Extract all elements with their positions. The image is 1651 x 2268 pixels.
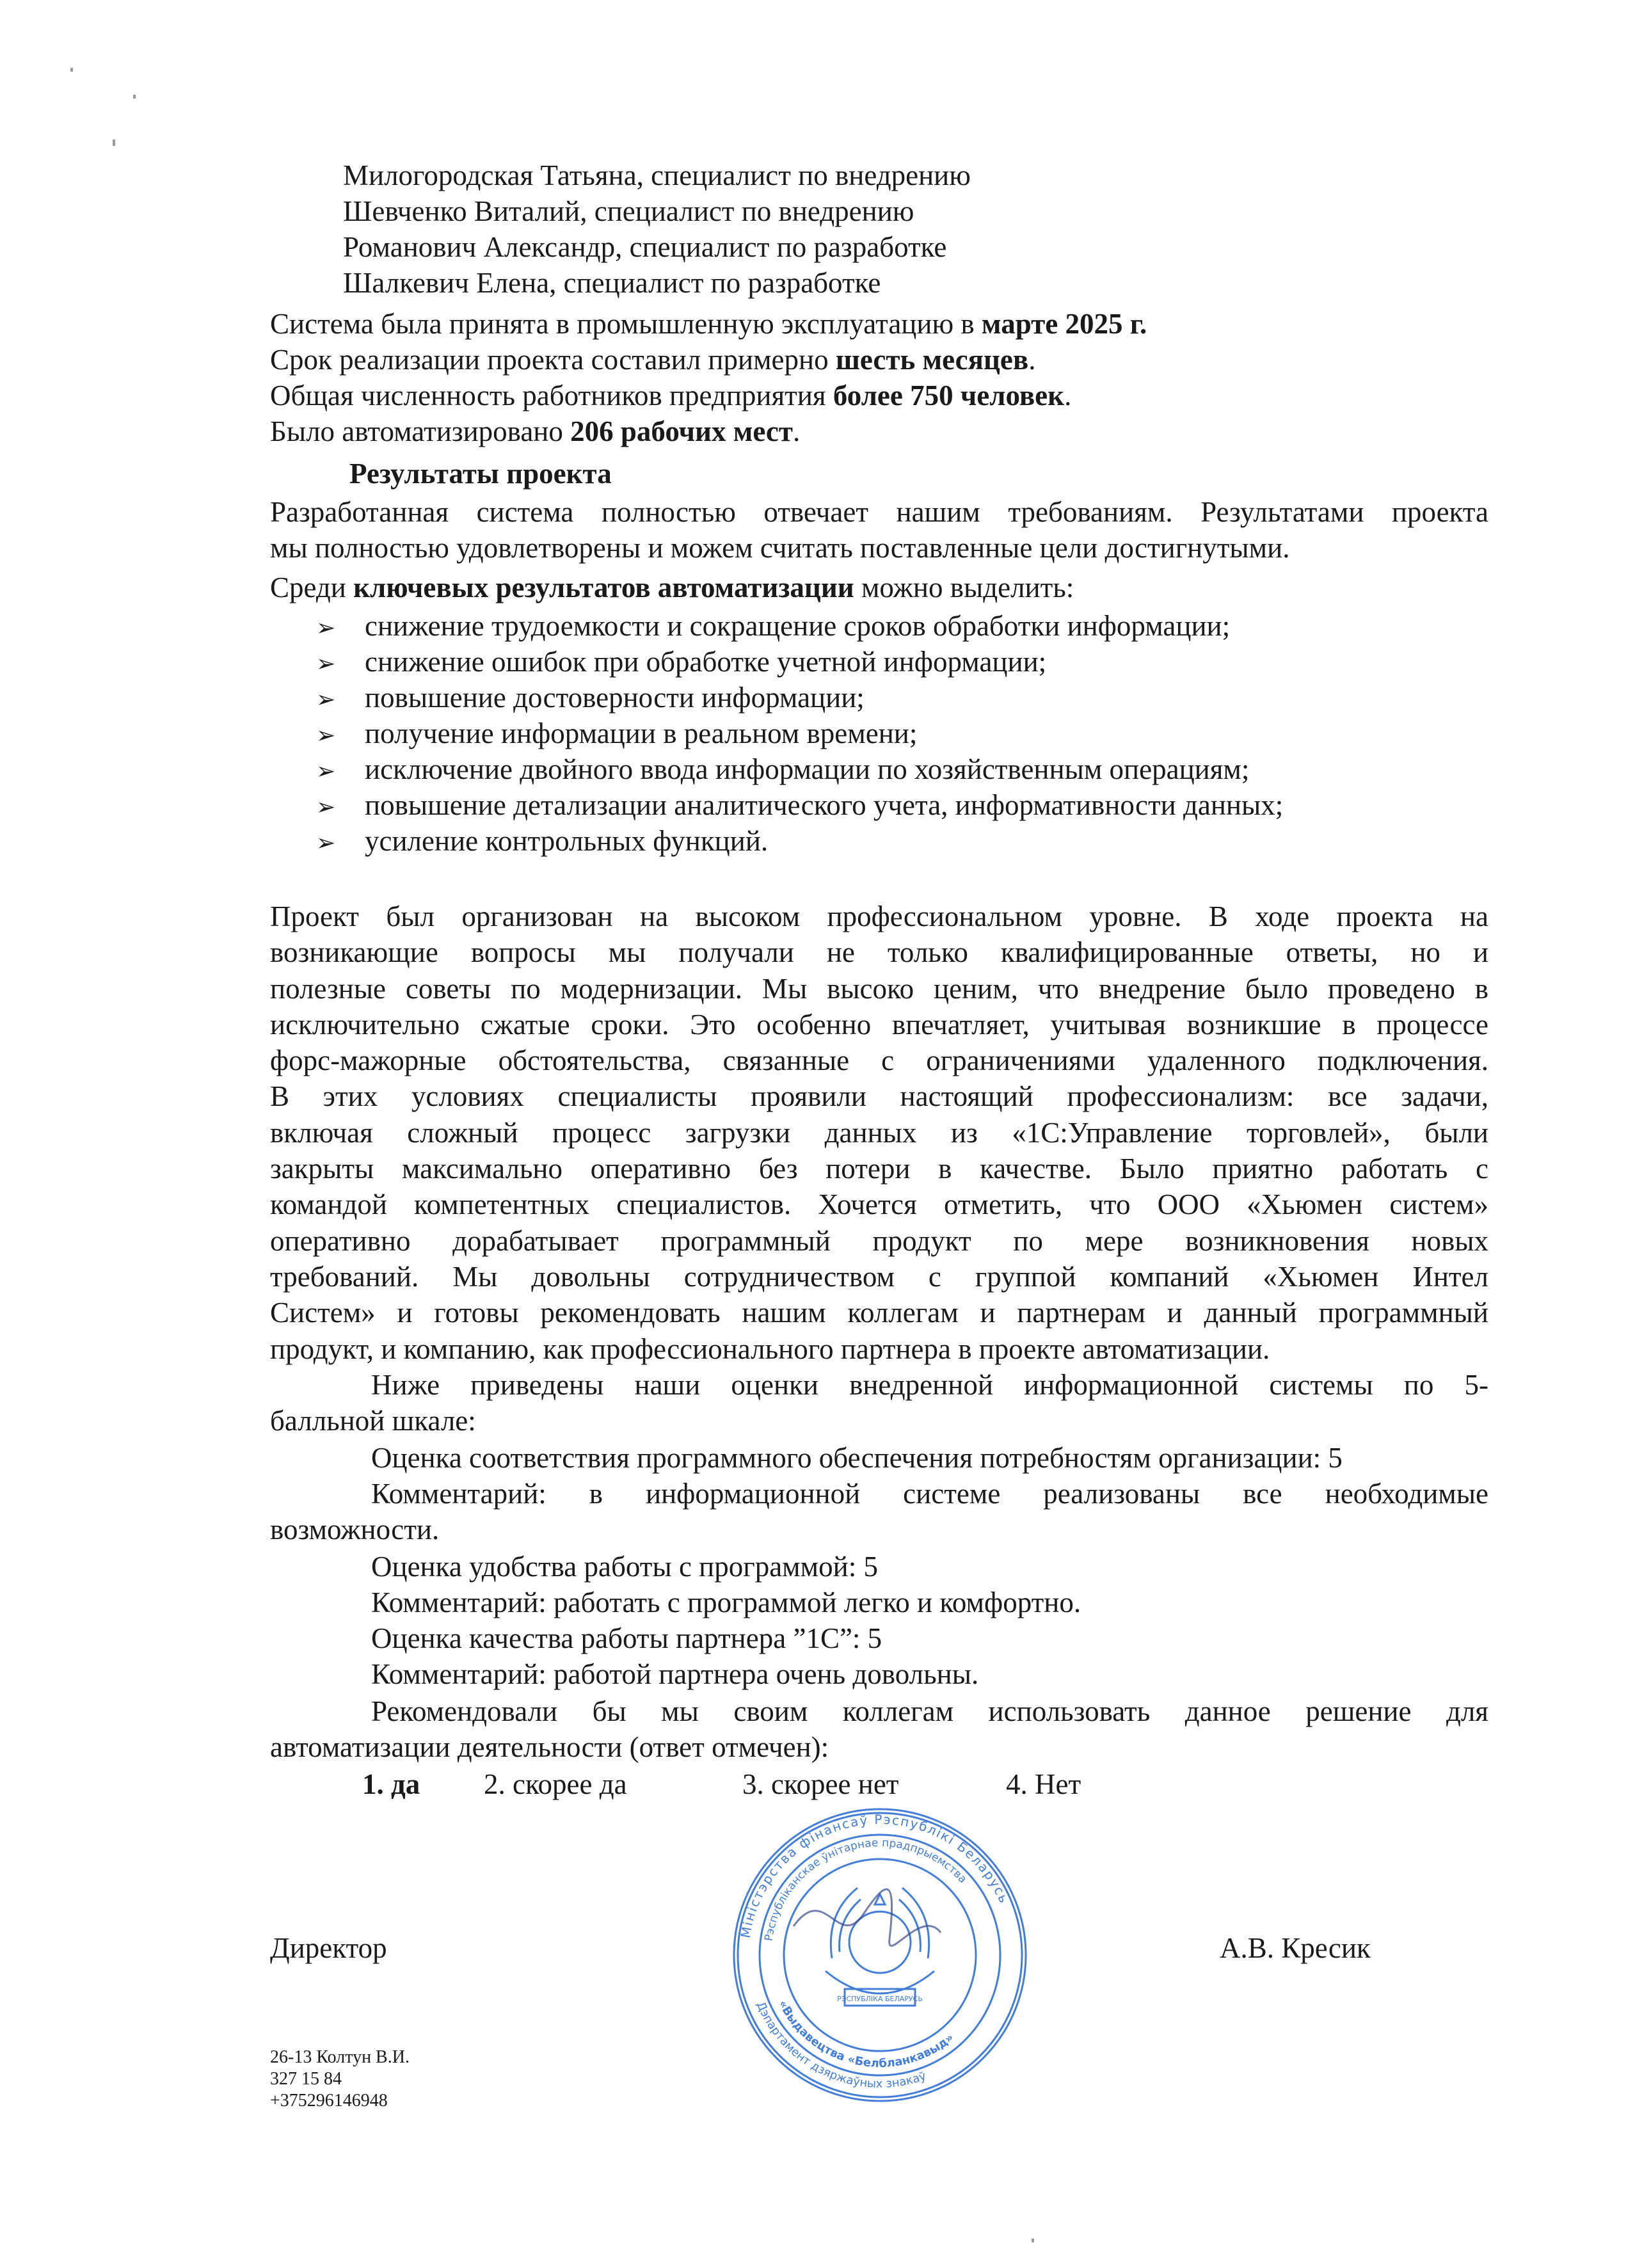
rating-comment: Комментарий: в информационной системе реализованы все необходимые возможности. <box>270 1478 1488 1546</box>
fact-line: Общая численность работников предприятия более 750 человек. <box>270 379 1072 411</box>
scan-speck <box>113 140 115 146</box>
arrowhead-bullet-icon: ➢ <box>316 651 336 677</box>
rating-intro: Ниже приведены наши оценки внедренной информационной системы по 5- балльной шкале: <box>270 1369 1488 1437</box>
fact-line: Система была принята в промышленную эксплуатацию в марте 2025 г. <box>270 308 1147 340</box>
arrowhead-bullet-icon: ➢ <box>316 615 336 641</box>
team-member: Милогородская Татьяна, специалист по внедрению <box>343 159 971 191</box>
rating-line: Оценка качества работы партнера ”1С”: 5 <box>371 1622 882 1654</box>
team-member: Романович Александр, специалист по разработке <box>343 231 947 263</box>
rating-comment: Комментарий: работой партнера очень довольны. <box>371 1658 979 1690</box>
scan-speck <box>133 95 136 99</box>
footer-mobile: +375296146948 <box>270 2091 388 2111</box>
rating-line: Оценка соответствия программного обеспечения потребностям организации: 5 <box>371 1442 1343 1474</box>
footer-phone: 327 15 84 <box>270 2069 342 2089</box>
list-item: ➢ повышение детализации аналитического учета, информативности данных; <box>316 787 1283 826</box>
answer-option-selected: 1. да <box>362 1768 420 1800</box>
list-item: ➢ усиление контрольных функций. <box>316 823 768 861</box>
recommend-question: Рекомендовали бы мы своим коллегам использовать данное решение для автоматизации деятельности (ответ отмечен): <box>270 1695 1488 1764</box>
stamp-outer-text: Міністэрства фінансаў Рэспублікі Беларусь <box>737 1811 1012 1940</box>
official-stamp-seal <box>730 1805 1030 2105</box>
results-intro: Разработанная система полностью отвечает нашим требованиям. Результатами проекта мы полностью удовлетворены и можем считать поставленные цели достигнутыми. <box>270 496 1488 564</box>
signatory-position: Директор <box>270 1932 387 1964</box>
stamp-bottom-text: Дэпартамент дзяржаўных знакаў <box>753 1999 929 2091</box>
list-item: ➢ снижение ошибок при обработке учетной информации; <box>316 644 1046 682</box>
rating-comment: Комментарий: работать с программой легко и комфортно. <box>371 1586 1081 1618</box>
scan-speck <box>70 68 73 72</box>
stamp-inner-text: Рэспубліканскае ўнітарнае прадпрыемства <box>762 1836 969 1942</box>
arrowhead-bullet-icon: ➢ <box>316 687 336 713</box>
fact-line: Срок реализации проекта составил примерно шесть месяцев. <box>270 344 1036 376</box>
footer-executor: 26-13 Колтун В.И. <box>270 2047 410 2067</box>
handwritten-signature <box>794 1889 941 1945</box>
list-item: ➢ повышение достоверности информации; <box>316 680 865 718</box>
list-item: ➢ исключение двойного ввода информации по хозяйственным операциям; <box>316 751 1249 790</box>
svg-text:Дэпартамент дзяржаўных знакаў <box>754 2000 928 2091</box>
scan-speck <box>1032 2239 1034 2242</box>
stamp-ribbon-text: РЭСПУБЛІКА БЕЛАРУСЬ <box>837 1995 923 2003</box>
list-item: ➢ получение информации в реальном времени; <box>316 715 917 754</box>
answer-option: 4. Нет <box>1006 1768 1081 1800</box>
section-heading: Результаты проекта <box>349 458 612 490</box>
team-member: Шалкевич Елена, специалист по разработке <box>343 267 881 299</box>
key-results-line: Среди ключевых результатов автоматизации можно выделить: <box>270 571 1074 603</box>
answer-option: 3. скорее нет <box>742 1768 899 1800</box>
stamp-lower-text: «Выдавецтва «Белбланкавыд» <box>776 1998 957 2071</box>
answer-option: 2. скорее да <box>484 1768 627 1800</box>
fact-line: Было автоматизировано 206 рабочих мест. <box>270 415 801 447</box>
list-item: ➢ снижение трудоемкости и сокращение сроков обработки информации; <box>316 608 1230 646</box>
arrowhead-bullet-icon: ➢ <box>316 794 336 820</box>
main-paragraph: Проект был организован на высоком профессиональном уровне. В ходе проекта на возникающие вопросы мы получали не только квалифицированные ответы, но и полезные советы по модернизации. Мы высоко ценим, что внедрение было проведено в исключительно сжатые сроки. Это особенно впечатляет, учитывая возникшие в процессе форс-мажорные обстоятельства, связанные с ограничениями удаленного подключения. В этих условиях специалисты проявили настоящий профессионализм: все задачи, включая сложный процесс загрузки данных из «1С:Управление торговлей», были закрыты максимально оперативно без потери в качестве. Было приятно работать с командой компетентных специалистов. Хочется отметить, что ООО «Хьюмен систем» оперативно дорабатывает программный продукт по мере возникновения новых требований. Мы довольны сотрудничеством с группой компаний «Хьюмен Интел Систем» и готовы рекомендовать нашим коллегам и партнерам и данный программный продукт, и компанию, как профессионального партнера в проекте автоматизации. <box>270 900 1488 1365</box>
arrowhead-bullet-icon: ➢ <box>316 830 336 856</box>
team-member: Шевченко Виталий, специалист по внедрению <box>343 195 914 227</box>
arrowhead-bullet-icon: ➢ <box>316 723 336 749</box>
signatory-name: А.В. Кресик <box>1220 1932 1371 1964</box>
arrowhead-bullet-icon: ➢ <box>316 758 336 785</box>
rating-line: Оценка удобства работы с программой: 5 <box>371 1551 878 1583</box>
